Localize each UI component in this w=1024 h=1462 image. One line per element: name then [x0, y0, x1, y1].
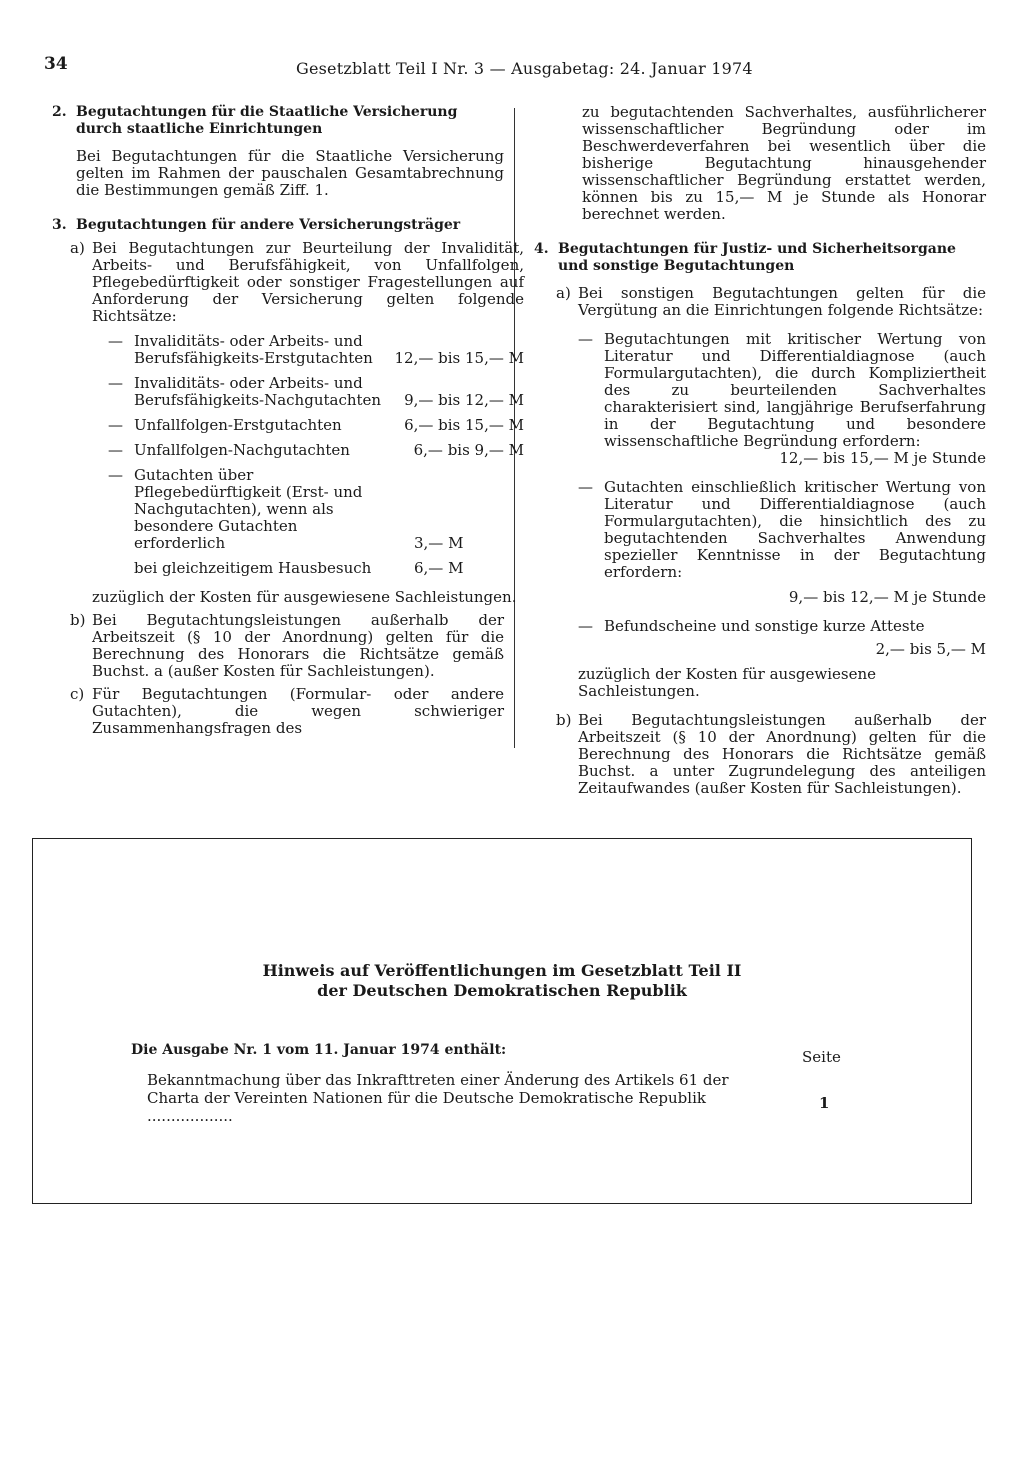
rate-value: 12,— bis 15,— M — [394, 349, 524, 367]
rate-value: 12,— bis 15,— M je Stunde — [779, 449, 986, 467]
left-column — [52, 104, 524, 737]
seite-label: Seite — [802, 1048, 841, 1066]
item-text: Bei Begutachtungen zur Beurteilung der Invalidität, Arbeits- und Berufsfähigkeit, von Unfallfolgen, Pflegebedürftigkeit oder sonstiger Fragestellungen auf Anforderung der Versicherung gelten folgende Richtsätze: — [92, 239, 524, 325]
subsection-b — [534, 712, 986, 797]
rate-list — [92, 333, 524, 577]
rate-text: Begutachtungen mit kritischer Wertung von Literatur und Differentialdiagnose (auch Formulargutachten), die durch Kompliziertheit des zu beurteilenden Sachverhaltes charakterisiert sind, langjährige Berufserfahrung in der Begutachtung und besondere wissenschaftliche Begründung erfordern: — [604, 330, 986, 450]
rate-text: Invaliditäts- oder Arbeits- und Berufsfähigkeits-Erstgutachten — [134, 332, 373, 367]
page-number: 34 — [44, 54, 68, 74]
rate-value: 6,— bis 15,— M — [404, 416, 524, 434]
rate-dash: — — [108, 332, 123, 350]
rate-dash: — — [108, 441, 123, 459]
notice-entry-page: 1 — [819, 1094, 830, 1112]
rate-row — [108, 442, 524, 459]
right-column — [534, 104, 986, 797]
subsection-c — [52, 686, 504, 737]
notice-title — [33, 961, 971, 1001]
item-text: Für Begutachtungen (Formular- oder andere Gutachten), die wegen schwieriger Zusammenhangsfragen des — [92, 685, 504, 737]
notice-entry: Bekanntmachung über das Inkrafttreten einer Änderung des Artikels 61 der Charta der Vereinten Nationen für die Deutsche Demokratische Republik .................. — [147, 1071, 729, 1125]
rate-text: Gutachten einschließlich kritischer Wertung von Literatur und Differentialdiagnose (auch Formulargutachten), die hinsichtlich des zu begutachtenden Sachverhaltes Anwendung spezieller Kenntnisse in der Begutachtung erfordern: — [604, 478, 986, 581]
item-label: b) — [70, 611, 86, 629]
rate-value: 9,— bis 12,— M je Stunde — [788, 588, 986, 606]
section-text: Bei Begutachtungen für die Staatliche Versicherung gelten im Rahmen der pauschalen Gesamtabrechnung die Bestimmungen gemäß Ziff. 1. — [76, 147, 504, 199]
rate-dash: — — [578, 478, 593, 496]
rate-item — [578, 331, 986, 467]
section-number: 2. — [52, 104, 67, 120]
section-4 — [534, 241, 986, 275]
notice-box — [32, 838, 972, 1204]
rate-row — [108, 375, 524, 409]
gazette-header: Gesetzblatt Teil I Nr. 3 — Ausgabetag: 24. Januar 1974 — [296, 59, 753, 78]
rate-text: Invaliditäts- oder Arbeits- und Berufsfähigkeits-Nachgutachten — [134, 374, 382, 409]
notice-title-line1: Hinweis auf Veröffentlichungen im Gesetzblatt Teil II — [262, 961, 742, 980]
rate-value: 6,— bis 9,— M — [413, 441, 524, 459]
rate-dash: — — [108, 416, 123, 434]
rate-item — [578, 618, 986, 658]
item-label: b) — [556, 711, 572, 729]
rate-value: 9,— bis 12,— M — [404, 391, 524, 409]
rate-text: Gutachten über Pflegebedürftigkeit (Erst- und Nachgutachten), wenn als besondere Gutachten erforderlich — [134, 466, 363, 552]
rate-dash: — — [108, 374, 123, 392]
item-extra: zuzüglich der Kosten für ausgewiesene Sachleistungen. — [92, 588, 517, 606]
section-heading: Begutachtungen für die Staatliche Versicherung durch staatliche Einrichtungen — [76, 104, 458, 137]
section-2 — [52, 104, 504, 199]
rate-value: 6,— M — [414, 559, 464, 577]
rate-row — [108, 417, 524, 434]
subsection-b — [52, 612, 504, 680]
rate-text: Unfallfolgen-Erstgutachten — [134, 416, 342, 434]
item-extra: zuzüglich der Kosten für ausgewiesene Sachleistungen. — [578, 665, 876, 700]
item-label: a) — [70, 239, 85, 257]
section-heading: Begutachtungen für Justiz- und Sicherheitsorgane und sonstige Begutachtungen — [558, 241, 956, 274]
rate-text: Unfallfolgen-Nachgutachten — [134, 441, 350, 459]
rate-value: 2,— bis 5,— M — [875, 640, 986, 658]
rate-value: 3,— M — [414, 534, 464, 552]
item-label: c) — [70, 685, 85, 703]
rate-dash: — — [578, 330, 593, 348]
rate-item — [578, 479, 986, 606]
notice-title-line2: der Deutschen Demokratischen Republik — [317, 981, 687, 1000]
item-text: Bei Begutachtungsleistungen außerhalb der Arbeitszeit (§ 10 der Anordnung) gelten für die Berechnung des Honorars die Richtsätze gemäß Buchst. a unter Zugrundelegung des anteiligen Zeitaufwandes (außer Kosten für Sachleistungen). — [578, 711, 986, 797]
rate-dash — [108, 560, 134, 577]
rate-text: bei gleichzeitigem Hausbesuch — [134, 559, 372, 577]
rate-row — [108, 333, 524, 367]
rate-dash: — — [108, 466, 123, 484]
item-label: a) — [556, 284, 571, 302]
continued-text: zu begutachtenden Sachverhaltes, ausführlicherer wissenschaftlicher Begründung oder im Beschwerdeverfahren bei wesentlich über die bisherige Begutachtung hinausgehender wissenschaftlicher Begründung erstattet werden, können bis zu 15,— M je Stunde als Honorar berechnet werden. — [582, 103, 986, 223]
item-text: Bei sonstigen Begutachtungen gelten für die Vergütung an die Einrichtungen folgende Richtsätze: — [578, 284, 986, 319]
notice-issue: Die Ausgabe Nr. 1 vom 11. Januar 1974 enthält: — [131, 1042, 507, 1058]
item-text: Bei Begutachtungsleistungen außerhalb der Arbeitszeit (§ 10 der Anordnung) gelten für die Berechnung des Honorars die Richtsätze gemäß Buchst. a (außer Kosten für Sachleistungen). — [92, 611, 504, 680]
section-number: 3. — [52, 217, 67, 233]
rate-text: Befundscheine und sonstige kurze Atteste — [604, 617, 925, 635]
rate-row — [108, 467, 524, 552]
section-heading: Begutachtungen für andere Versicherungsträger — [76, 217, 461, 233]
section-number: 4. — [534, 241, 549, 257]
subsection-a — [52, 239, 524, 606]
rate-row — [108, 560, 524, 577]
rate-dash: — — [578, 617, 593, 635]
section-3 — [52, 217, 504, 234]
subsection-a — [534, 285, 986, 700]
